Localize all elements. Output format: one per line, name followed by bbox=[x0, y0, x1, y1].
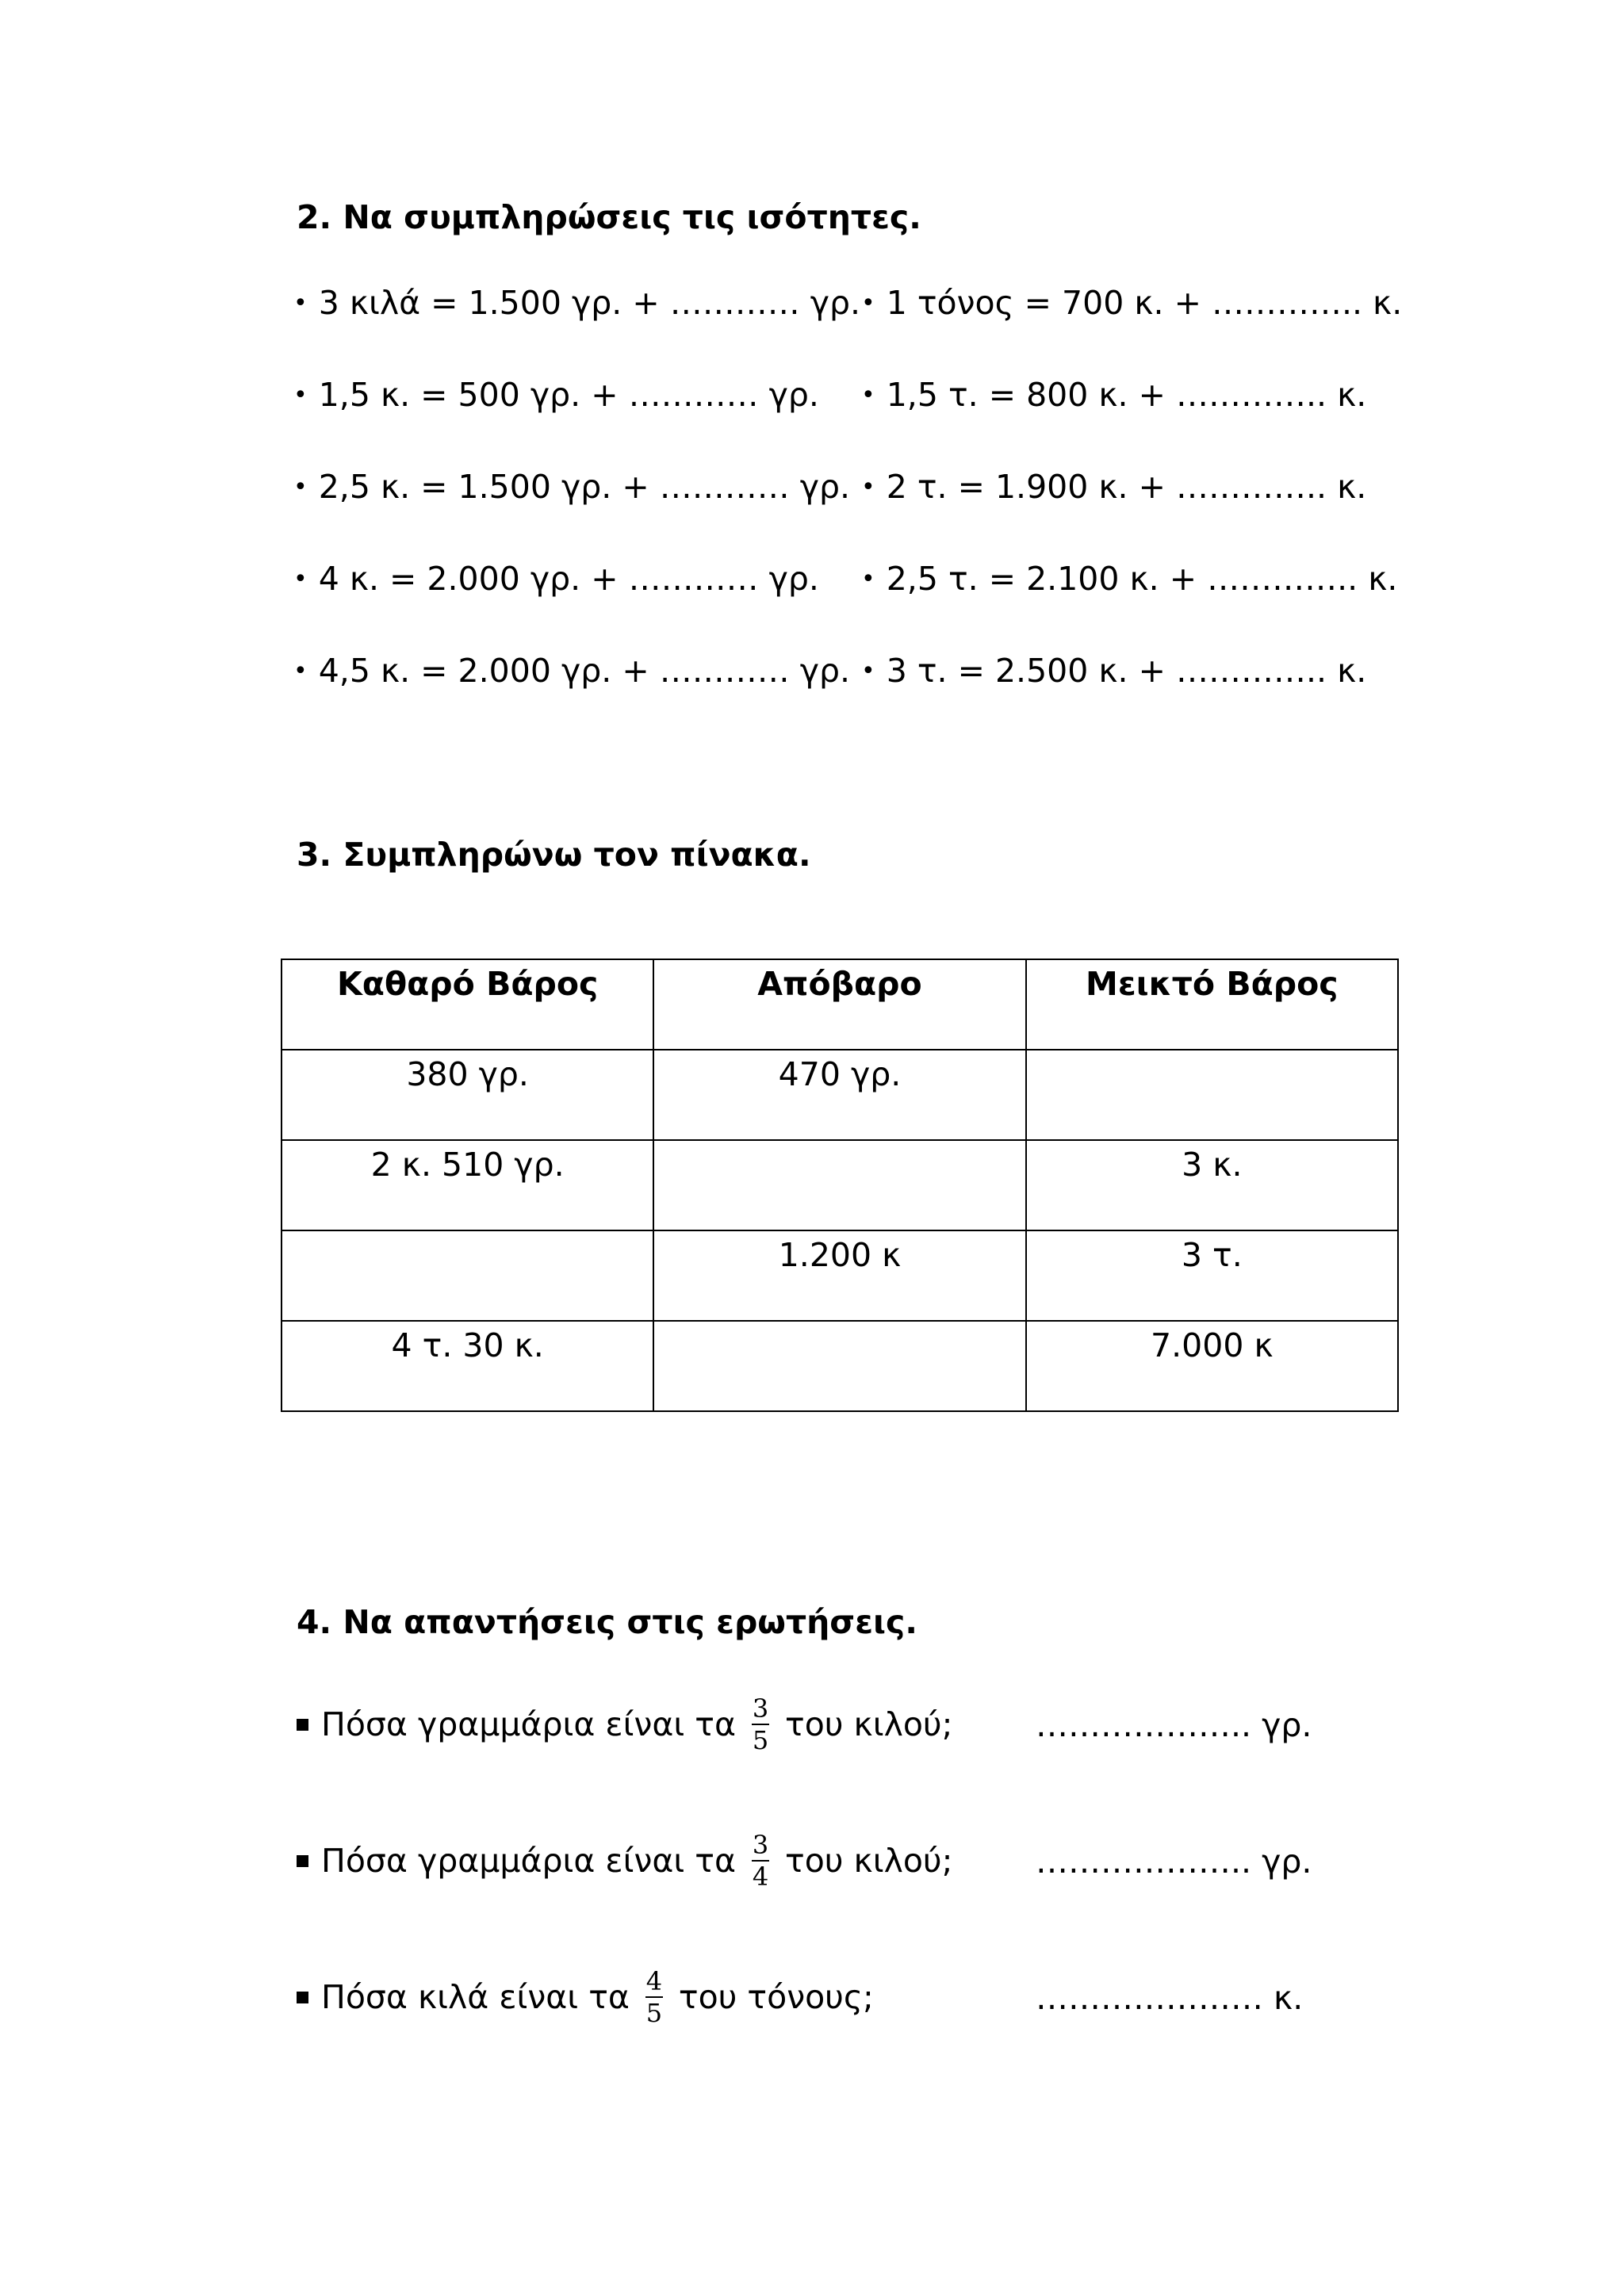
fraction bbox=[752, 1693, 769, 1755]
square-bullet-icon bbox=[297, 1992, 308, 2003]
bullet-icon: • bbox=[861, 381, 875, 409]
question-prefix: Πόσα κιλά είναι τα bbox=[321, 1978, 630, 2016]
weights-table bbox=[281, 959, 1399, 1412]
table-cell[interactable] bbox=[1026, 1050, 1398, 1140]
equation-left-1 bbox=[293, 284, 860, 322]
answer-blank-3[interactable]: ………………… κ. bbox=[1036, 1979, 1304, 2017]
bullet-icon: • bbox=[861, 657, 875, 685]
equation-text: 3 κιλά = 1.500 γρ. + ………… γρ. bbox=[318, 284, 861, 322]
table-row bbox=[282, 1140, 1398, 1230]
table-cell[interactable]: 380 γρ. bbox=[282, 1050, 653, 1140]
bullet-icon: • bbox=[293, 381, 308, 409]
header-gross-weight: Μεικτό Βάρος bbox=[1026, 959, 1398, 1050]
equation-text: 1,5 τ. = 800 κ. + ………….. κ. bbox=[886, 376, 1367, 414]
answer-blank-2[interactable]: ……………….. γρ. bbox=[1036, 1843, 1312, 1881]
table-cell[interactable] bbox=[653, 1140, 1025, 1230]
square-bullet-icon bbox=[297, 1719, 308, 1731]
table-cell[interactable] bbox=[282, 1230, 653, 1321]
bullet-icon: • bbox=[861, 565, 875, 593]
fraction bbox=[645, 1966, 663, 2028]
equation-right-2 bbox=[861, 376, 1366, 414]
equation-right-3 bbox=[861, 468, 1366, 506]
equation-text: 1 τόνος = 700 κ. + ………….. κ. bbox=[886, 284, 1403, 322]
exercise-2-title: 2. Να συμπληρώσεις τις ισότητες. bbox=[297, 198, 921, 236]
question-suffix: του κιλού; bbox=[785, 1705, 953, 1743]
bullet-icon: • bbox=[293, 289, 308, 317]
question-1 bbox=[297, 1693, 952, 1755]
question-prefix: Πόσα γραμμάρια είναι τα bbox=[321, 1705, 737, 1743]
equation-left-4 bbox=[293, 560, 819, 598]
exercise-3-title: 3. Συμπληρώνω τον πίνακα. bbox=[297, 836, 811, 874]
fraction-denominator: 4 bbox=[752, 1862, 769, 1892]
fraction-numerator: 4 bbox=[645, 1966, 663, 1996]
table-cell[interactable]: 3 κ. bbox=[1026, 1140, 1398, 1230]
question-suffix: του κιλού; bbox=[785, 1842, 953, 1880]
fraction-numerator: 3 bbox=[752, 1830, 769, 1860]
header-tare: Απόβαρο bbox=[653, 959, 1025, 1050]
equation-text: 1,5 κ. = 500 γρ. + ………… γρ. bbox=[318, 376, 819, 414]
bullet-icon: • bbox=[861, 289, 875, 317]
answer-blank-1[interactable]: ……………….. γρ. bbox=[1036, 1706, 1312, 1744]
table-cell[interactable] bbox=[653, 1321, 1025, 1411]
table-cell[interactable]: 1.200 κ bbox=[653, 1230, 1025, 1321]
bullet-icon: • bbox=[293, 473, 308, 501]
equation-left-2 bbox=[293, 376, 819, 414]
fraction-denominator: 5 bbox=[645, 1998, 663, 2028]
table-cell[interactable]: 7.000 κ bbox=[1026, 1321, 1398, 1411]
table-cell[interactable]: 2 κ. 510 γρ. bbox=[282, 1140, 653, 1230]
header-net-weight: Καθαρό Βάρος bbox=[282, 959, 653, 1050]
table-cell[interactable]: 3 τ. bbox=[1026, 1230, 1398, 1321]
table-cell[interactable]: 4 τ. 30 κ. bbox=[282, 1321, 653, 1411]
fraction-numerator: 3 bbox=[752, 1693, 769, 1724]
bullet-icon: • bbox=[293, 657, 308, 685]
equation-left-3 bbox=[293, 468, 850, 506]
fraction-denominator: 5 bbox=[752, 1725, 769, 1755]
equation-text: 2 τ. = 1.900 κ. + ………….. κ. bbox=[886, 468, 1367, 506]
equation-text: 2,5 κ. = 1.500 γρ. + ………… γρ. bbox=[318, 468, 851, 506]
equation-text: 2,5 τ. = 2.100 κ. + ………….. κ. bbox=[886, 560, 1398, 598]
square-bullet-icon bbox=[297, 1855, 308, 1867]
equation-left-5 bbox=[293, 652, 850, 690]
exercise-4-title: 4. Να απαντήσεις στις ερωτήσεις. bbox=[297, 1603, 917, 1641]
question-3 bbox=[297, 1966, 874, 2028]
table-row bbox=[282, 1321, 1398, 1411]
equation-text: 4 κ. = 2.000 γρ. + ………… γρ. bbox=[318, 560, 819, 598]
bullet-icon: • bbox=[861, 473, 875, 501]
equation-right-4 bbox=[861, 560, 1397, 598]
fraction bbox=[752, 1830, 769, 1892]
question-prefix: Πόσα γραμμάρια είναι τα bbox=[321, 1842, 737, 1880]
question-suffix: του τόνους; bbox=[678, 1978, 874, 2016]
table-row bbox=[282, 1050, 1398, 1140]
bullet-icon: • bbox=[293, 565, 308, 593]
question-2 bbox=[297, 1830, 952, 1892]
table-header-row bbox=[282, 959, 1398, 1050]
table-row bbox=[282, 1230, 1398, 1321]
equation-right-1 bbox=[861, 284, 1402, 322]
equation-right-5 bbox=[861, 652, 1366, 690]
table-cell[interactable]: 470 γρ. bbox=[653, 1050, 1025, 1140]
equation-text: 3 τ. = 2.500 κ. + ………….. κ. bbox=[886, 652, 1367, 690]
equation-text: 4,5 κ. = 2.000 γρ. + ………… γρ. bbox=[318, 652, 851, 690]
